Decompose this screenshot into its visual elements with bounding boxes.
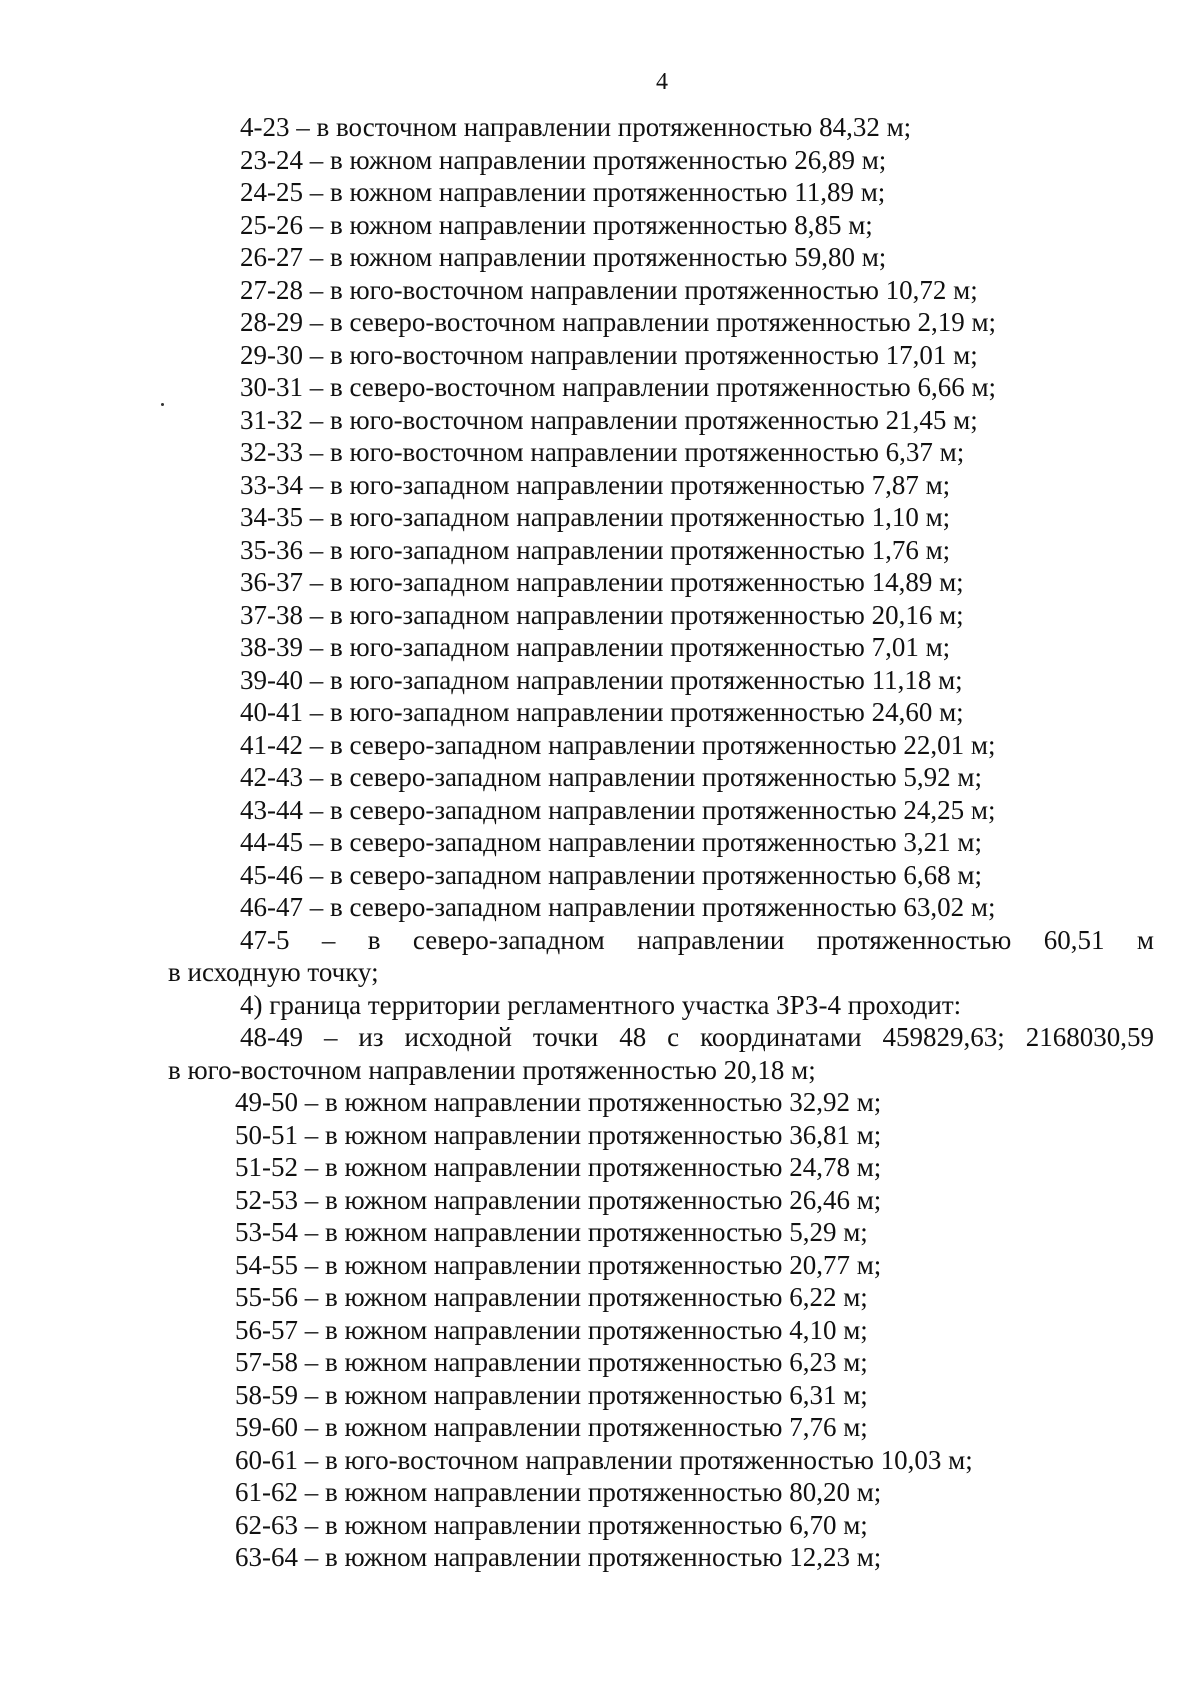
zrz4-heading: 4) граница территории регламентного участка ЗРЗ-4 проходит: xyxy=(240,989,962,1020)
boundary-segment-line: 31-32 – в юго-восточном направлении протяженностью 21,45 м; xyxy=(240,404,978,435)
paragraph-word: 459829,63; xyxy=(882,1022,1005,1052)
boundary-segment-line: 34-35 – в юго-западном направлении протяженностью 1,10 м; xyxy=(240,502,951,532)
document-body xyxy=(168,111,1154,1574)
boundary-segment-line: 25-26 – в южном направлении протяженностью 8,85 м; xyxy=(240,209,873,240)
boundary-segment-line: 42-43 – в северо-западном направлении протяженностью 5,92 м; xyxy=(240,762,982,792)
boundary-segment-line: 49-50 – в южном направлении протяженностью 32,92 м; xyxy=(235,1087,882,1117)
boundary-segment-line: 24-25 – в южном направлении протяженностью 11,89 м; xyxy=(240,177,886,207)
boundary-segment-line: 43-44 – в северо-западном направлении протяженностью 24,25 м; xyxy=(240,794,996,825)
boundary-segments-list-zrz4 xyxy=(168,1086,1154,1574)
boundary-segment-line: 53-54 – в южном направлении протяженностью 5,29 м; xyxy=(235,1217,868,1247)
boundary-segment-line: 36-37 – в юго-западном направлении протяженностью 14,89 м; xyxy=(240,567,964,597)
boundary-segment-line: 52-53 – в южном направлении протяженностью 26,46 м; xyxy=(235,1184,882,1215)
segment-48-49-continuation: в юго-восточном направлении протяженностью 20,18 м; xyxy=(168,1054,816,1085)
boundary-segment-line: 60-61 – в юго-восточном направлении протяженностью 10,03 м; xyxy=(235,1444,973,1475)
boundary-segment-line: 35-36 – в юго-западном направлении протяженностью 1,76 м; xyxy=(240,534,951,565)
boundary-segments-list xyxy=(168,111,1154,924)
segment-47-5-paragraph xyxy=(168,924,1154,989)
paragraph-word: точки xyxy=(532,1022,599,1052)
paragraph-word: северо-западном xyxy=(412,924,605,955)
boundary-segment-line: 40-41 – в юго-западном направлении протяженностью 24,60 м; xyxy=(240,697,964,727)
boundary-segment-line: 58-59 – в южном направлении протяженностью 6,31 м; xyxy=(235,1379,868,1410)
paragraph-word: с xyxy=(667,1022,680,1052)
segment-48-49-paragraph xyxy=(168,1021,1154,1086)
boundary-segment-line: 59-60 – в южном направлении протяженностью 7,76 м; xyxy=(235,1412,868,1442)
boundary-segment-line: 57-58 – в южном направлении протяженностью 6,23 м; xyxy=(235,1347,868,1377)
boundary-segment-line: 27-28 – в юго-восточном направлении протяженностью 10,72 м; xyxy=(240,274,978,305)
boundary-segment-line: 61-62 – в южном направлении протяженностью 80,20 м; xyxy=(235,1477,882,1507)
paragraph-word: направлении xyxy=(637,924,785,955)
segment-48-49-first-line xyxy=(240,1021,1154,1054)
segment-47-5-continuation: в исходную точку; xyxy=(168,957,379,987)
boundary-segment-line: 38-39 – в юго-западном направлении протяженностью 7,01 м; xyxy=(240,632,951,662)
boundary-segment-line: 37-38 – в юго-западном направлении протяженностью 20,16 м; xyxy=(240,599,964,630)
boundary-segment-line: 4-23 – в восточном направлении протяженностью 84,32 м; xyxy=(240,112,912,142)
boundary-segment-line: 63-64 – в южном направлении протяженностью 12,23 м; xyxy=(235,1542,882,1572)
paragraph-word: – xyxy=(323,1022,338,1052)
paragraph-word: координатами xyxy=(700,1022,862,1052)
boundary-segment-line: 54-55 – в южном направлении протяженностью 20,77 м; xyxy=(235,1249,882,1280)
boundary-segment-line: 30-31 – в северо-восточном направлении протяженностью 6,66 м; xyxy=(240,372,997,402)
scan-dot xyxy=(161,403,164,406)
boundary-segment-line: 46-47 – в северо-западном направлении протяженностью 63,02 м; xyxy=(240,892,996,922)
paragraph-word: 47-5 xyxy=(240,924,290,955)
paragraph-word: м xyxy=(1136,924,1154,955)
boundary-segment-line: 23-24 – в южном направлении протяженностью 26,89 м; xyxy=(240,144,887,175)
boundary-segment-line: 28-29 – в северо-восточном направлении протяженностью 2,19 м; xyxy=(240,307,997,337)
boundary-segment-line: 26-27 – в южном направлении протяженностью 59,80 м; xyxy=(240,242,887,272)
paragraph-word: – xyxy=(321,924,336,955)
boundary-segment-line: 56-57 – в южном направлении протяженностью 4,10 м; xyxy=(235,1314,868,1345)
boundary-segment-line: 44-45 – в северо-западном направлении протяженностью 3,21 м; xyxy=(240,827,982,857)
paragraph-word: в xyxy=(367,924,381,955)
boundary-segment-line: 33-34 – в юго-западном направлении протяженностью 7,87 м; xyxy=(240,469,951,500)
paragraph-word: 48-49 xyxy=(240,1022,303,1052)
paragraph-word: протяженностью xyxy=(816,924,1012,955)
paragraph-word: 48 xyxy=(619,1022,647,1052)
boundary-segment-line: 50-51 – в южном направлении протяженностью 36,81 м; xyxy=(235,1119,882,1150)
boundary-segment-line: 39-40 – в юго-западном направлении протяженностью 11,18 м; xyxy=(240,664,963,695)
boundary-segment-line: 62-63 – в южном направлении протяженностью 6,70 м; xyxy=(235,1509,868,1540)
boundary-segment-line: 32-33 – в юго-восточном направлении протяженностью 6,37 м; xyxy=(240,437,965,467)
boundary-segment-line: 45-46 – в северо-западном направлении протяженностью 6,68 м; xyxy=(240,859,982,890)
boundary-segment-line: 55-56 – в южном направлении протяженностью 6,22 м; xyxy=(235,1282,868,1312)
boundary-segment-line: 41-42 – в северо-западном направлении протяженностью 22,01 м; xyxy=(240,729,996,760)
boundary-segment-line: 29-30 – в юго-восточном направлении протяженностью 17,01 м; xyxy=(240,339,978,370)
paragraph-word: 2168030,59 xyxy=(1025,1022,1154,1052)
segment-47-5-first-line xyxy=(240,924,1154,957)
boundary-segment-line: 51-52 – в южном направлении протяженностью 24,78 м; xyxy=(235,1152,882,1182)
page-number: 4 xyxy=(656,69,668,95)
paragraph-word: из xyxy=(358,1022,384,1052)
paragraph-word: исходной xyxy=(404,1022,512,1052)
paragraph-word: 60,51 xyxy=(1043,924,1105,955)
